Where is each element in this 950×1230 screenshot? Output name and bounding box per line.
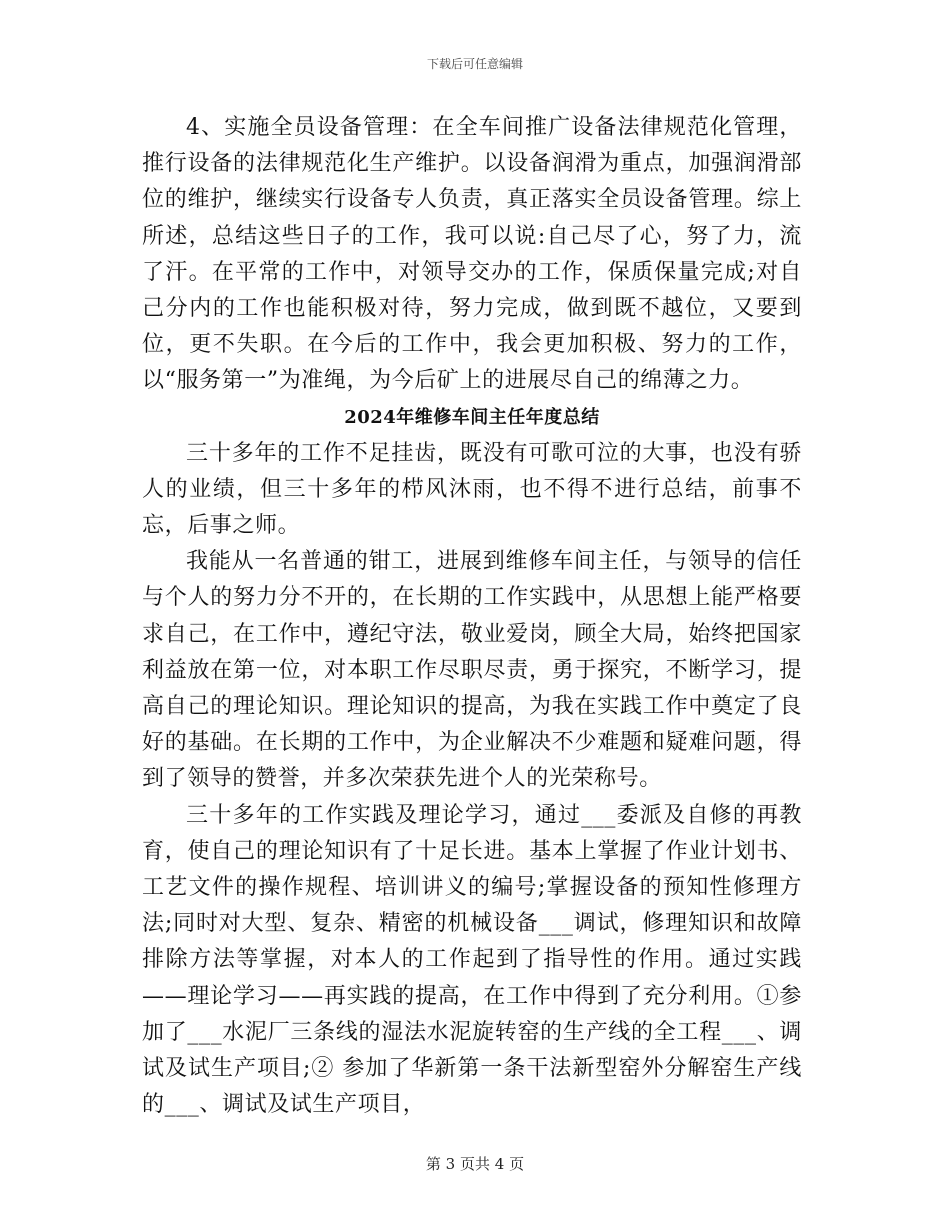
page-number: 第 3 页共 4 页 [425,1155,525,1173]
paragraph-career: 我能从一名普通的钳工，进展到维修车间主任，与领导的信任与个人的努力分不开的，在长期的工作实践中，从思想上能严格要求自己，在工作中，遵纪守法，敬业爱岗，顾全大局，始终把国家利益放在第一位，对本职工作尽职尽责，勇于探究，不断学习，提高自己的理论知识。理论知识的提高，为我在实践工作中奠定了良好的基础。在长期的工作中，为企业解决不少难题和疑难问题，得到了领导的赞誉，并多次荣获先进个人的光荣称号。 [142,549,802,792]
paragraph-intro: 三十多年的工作不足挂齿，既没有可歌可泣的大事，也没有骄人的业绩，但三十多年的栉风沐雨，也不得不进行总结，前事不忘，后事之师。 [142,440,802,539]
document-body [142,110,802,1123]
page-header: 下载后可任意编辑 [426,57,523,71]
paragraph-learning: 三十多年的工作实践及理论学习，通过___委派及自修的再教育，使自己的理论知识有了十足长进。基本上掌握了作业计划书、工艺文件的操作规程、培训讲义的编号;掌握设备的预知性修理方法;同时对大型、复杂、精密的机械设备___调试，修理知识和故障排除方法等掌握，对本人的工作起到了指导性的作用。通过实践——理论学习——再实践的提高，在工作中得到了充分利用。①参加了___水泥厂三条线的湿法水泥旋转窑的生产线的全工程___、调试及试生产项目;② 参加了华新第一条干法新型窑外分解窑生产线的___、调试及试生产项目， [142,802,802,1118]
section-title: 2024年维修车间主任年度总结 [344,406,600,428]
paragraph-equipment-management: 4、实施全员设备管理：在全车间推广设备法律规范化管理，推行设备的法律规范化生产维护。以设备润滑为重点，加强润滑部位的维护，继续实行设备专人负责，真正落实全员设备管理。综上所述，总结这些日子的工作，我可以说:自己尽了心，努了力，流了汗。在平常的工作中，对领导交办的工作，保质保量完成;对自己分内的工作也能积极对待，努力完成，做到既不越位，又要到位，更不失职。在今后的工作中，我会更加积极、努力的工作，以“服务第一”为准绳，为今后矿上的进展尽自己的绵薄之力。 [142,115,802,394]
